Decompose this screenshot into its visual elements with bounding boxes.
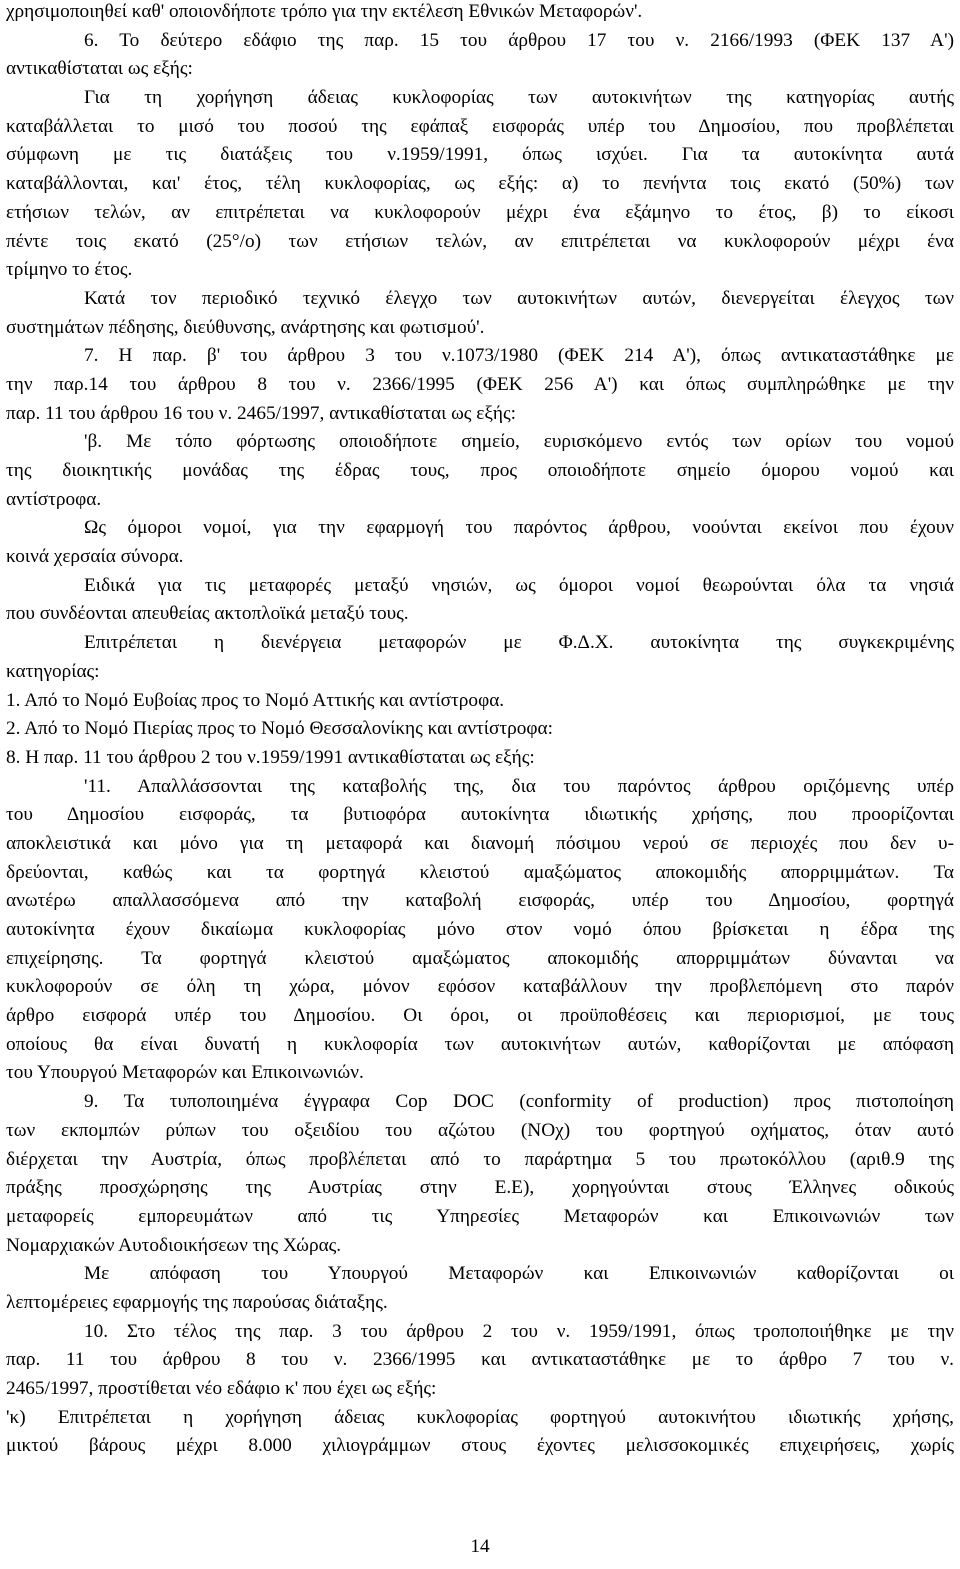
- text-line: 7. Η παρ. β' του άρθρου 3 του ν.1073/1980 (ΦΕΚ 214 Α'), όπως αντικαταστάθηκε με: [84, 345, 954, 367]
- text-line: σύμφωνη με τις διατάξεις του ν.1959/1991, όπως ισχύει. Για τα αυτοκίνητα αυτά: [6, 144, 954, 166]
- text-line: χρησιμοποιηθεί καθ' οποιονδήποτε τρόπο για την εκτέλεση Εθνικών Μεταφορών'.: [6, 1, 643, 22]
- text-line: Για τη χορήγηση άδειας κυκλοφορίας των αυτοκινήτων της κατηγορίας αυτής: [84, 87, 954, 109]
- text-line: μεταφορείς εμπορευμάτων από τις Υπηρεσίες Μεταφορών και Επικοινωνιών των: [6, 1205, 954, 1227]
- text-line: 6. Το δεύτερο εδάφιο της παρ. 15 του άρθρου 17 του ν. 2166/1993 (ΦΕΚ 137 Α'): [84, 29, 954, 51]
- text-line: 'κ) Επιτρέπεται η χορήγηση άδειας κυκλοφορίας φορτηγού αυτοκινήτου ιδιωτικής χρήσης,: [6, 1406, 954, 1428]
- text-line: 2. Από το Νομό Πιερίας προς το Νομό Θεσσαλονίκης και αντίστροφα:: [6, 718, 553, 740]
- text-line: 8. Η παρ. 11 του άρθρου 2 του ν.1959/1991 αντικαθίσταται ως εξής:: [6, 746, 535, 768]
- text-line: καταβάλλεται το μισό του ποσού της εφάπαξ εισφοράς υπέρ του Δημοσίου, που προβλέπεται: [6, 115, 954, 137]
- text-line: τρίμηνο το έτος.: [6, 259, 133, 281]
- text-line: ετήσιων τελών, αν επιτρέπεται να κυκλοφορούν μέχρι ένα εξάμηνο το έτος, β) το είκοσι: [6, 201, 954, 223]
- text-line: αντικαθίσταται ως εξής:: [6, 58, 193, 80]
- text-line: δρεύονται, καθώς και τα φορτηγά κλειστού αμαξώματος αποκομιδής απορριμμάτων. Τα: [6, 861, 954, 883]
- text-line: αντίστροφα.: [6, 488, 102, 510]
- page-number: 14: [470, 1536, 490, 1557]
- text-line: οποίους θα είναι δυνατή η κυκλοφορία των αυτοκινήτων αυτών, καθορίζονται με απόφαση: [6, 1033, 954, 1055]
- text-line: Ως όμοροι νομοί, για την εφαρμογή του παρόντος άρθρου, νοούνται εκείνοι που έχουν: [84, 517, 954, 539]
- text-line: συστημάτων πέδησης, διεύθυνσης, ανάρτησης και φωτισμού'.: [6, 316, 485, 338]
- text-line: αποκλειστικά και μόνο για τη μεταφορά και διανομή πόσιμου νερού σε περιοχές που δεν υ-: [6, 832, 954, 854]
- text-line: που συνδέονται απευθείας ακτοπλοϊκά μεταξύ τους.: [6, 603, 409, 625]
- text-line: πράξης προσχώρησης της Αυστρίας στην Ε.Ε), χορηγούνται στους Έλληνες οδικούς: [6, 1177, 954, 1199]
- text-line: καταβάλλονται, και' έτος, τέλη κυκλοφορίας, ως εξής: α) το πενήντα τοις εκατό (50%) των: [6, 173, 954, 195]
- text-line: πέντε τοις εκατό (25°/ο) των ετήσιων τελών, αν επιτρέπεται να κυκλοφορούν μέχρι ένα: [6, 230, 954, 252]
- text-line: '11. Απαλλάσσονται της καταβολής της, δια του παρόντος άρθρου οριζόμενης υπέρ: [84, 775, 954, 797]
- text-line: παρ. 11 του άρθρου 8 του ν. 2366/1995 και αντικαταστάθηκε με το άρθρο 7 του ν.: [6, 1349, 954, 1371]
- text-line: Κατά τον περιοδικό τεχνικό έλεγχο των αυτοκινήτων αυτών, διενεργείται έλεγχος των: [84, 287, 954, 309]
- text-line: αυτοκίνητα έχουν δικαίωμα κυκλοφορίας μόνο στον νομό όπου βρίσκεται η έδρα της: [6, 919, 954, 940]
- text-line: άρθρο εισφορά υπέρ του Δημοσίου. Οι όροι, οι προϋποθέσεις και περιορισμοί, με τους: [6, 1005, 954, 1027]
- text-line: κοινά χερσαία σύνορα.: [6, 546, 184, 568]
- text-line: επιχείρησης. Τα φορτηγά κλειστού αμαξώματος αποκομιδής απορριμμάτων δύνανται να: [6, 947, 954, 969]
- text-line: 10. Στο τέλος της παρ. 3 του άρθρου 2 του ν. 1959/1991, όπως τροποποιήθηκε με την: [84, 1320, 954, 1342]
- text-line: παρ. 11 του άρθρου 16 του ν. 2465/1997, αντικαθίσταται ως εξής:: [6, 402, 517, 424]
- text-line: 9. Τα τυποποιημένα έγγραφα Cop DOC (conformity of production) προς πιστοποίηση: [84, 1091, 954, 1113]
- text-line: του Υπουργού Μεταφορών και Επικοινωνιών.: [6, 1062, 364, 1084]
- text-line: των εκπομπών ρύπων του οξειδίου του αζώτου (ΝΟχ) του φορτηγού οχήματος, όταν αυτό: [6, 1119, 954, 1141]
- text-line: 1. Από το Νομό Ευβοίας προς το Νομό Αττικής και αντίστροφα.: [6, 689, 505, 711]
- text-line: της διοικητικής μονάδας της έδρας τους, προς οποιοδήποτε σημείο όμορου νομού και: [6, 460, 954, 481]
- text-line: ανωτέρω απαλλασσόμενα από την καταβολή εισφοράς, υπέρ του Δημοσίου, φορτηγά: [6, 890, 954, 912]
- text-line: 2465/1997, προστίθεται νέο εδάφιο κ' που έχει ως εξής:: [6, 1378, 437, 1399]
- text-line: του Δημοσίου εισφοράς, τα βυτιοφόρα αυτοκίνητα ιδιωτικής χρήσης, που προορίζονται: [6, 804, 954, 826]
- text-line: 'β. Με τόπο φόρτωσης οποιοδήποτε σημείο, ευρισκόμενο εντός των ορίων του νομού: [84, 431, 954, 453]
- text-line: μικτού βάρους μέχρι 8.000 χιλιογράμμων στους έχοντες μελισσοκομικές επιχειρήσεις, χωρίς: [6, 1435, 954, 1457]
- text-line: Ειδικά για τις μεταφορές μεταξύ νησιών, ως όμοροι νομοί θεωρούνται όλα τα νησιά: [84, 574, 954, 596]
- text-line: την παρ.14 του άρθρου 8 του ν. 2366/1995 (ΦΕΚ 256 Α') και όπως συμπληρώθηκε με την: [6, 373, 954, 395]
- text-line: κατηγορίας:: [6, 660, 100, 682]
- text-line: λεπτομέρειες εφαρμογής της παρούσας διάταξης.: [6, 1291, 388, 1313]
- text-line: Επιτρέπεται η διενέργεια μεταφορών με Φ.Δ.Χ. αυτοκίνητα της συγκεκριμένης: [84, 632, 954, 654]
- text-line: διέρχεται την Αυστρία, όπως προβλέπεται από το παράρτημα 5 του πρωτοκόλλου (αριθ.9 της: [6, 1148, 954, 1170]
- text-line: κυκλοφορούν σε όλη τη χώρα, μόνον εφόσον καταβάλλουν την προβλεπόμενη στο παρόν: [6, 976, 954, 998]
- text-line: Νομαρχιακών Αυτοδιοικήσεων της Χώρας.: [6, 1234, 342, 1256]
- body-text: [6, 0, 954, 1461]
- text-line: Με απόφαση του Υπουργού Μεταφορών και Επικοινωνιών καθορίζονται οι: [84, 1263, 954, 1285]
